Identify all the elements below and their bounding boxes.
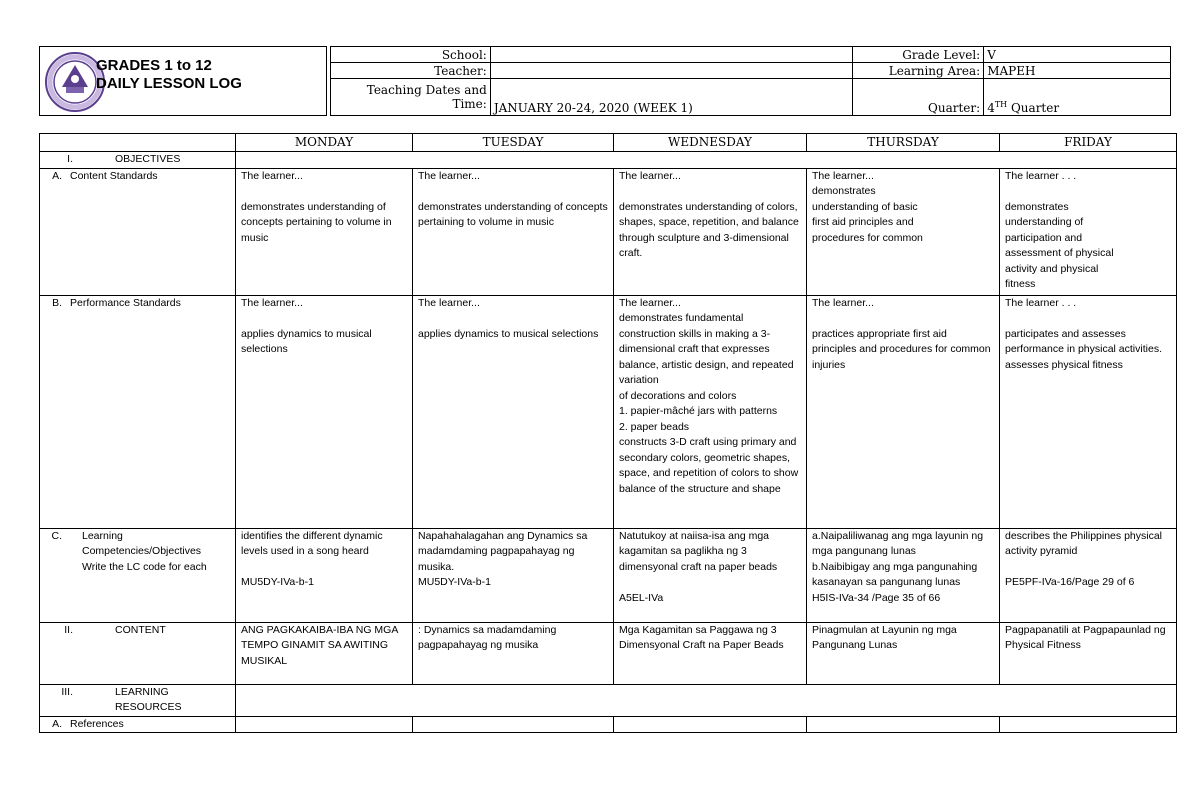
performance-standards-row [40,295,1177,528]
competencies-thursday[interactable]: a.Naipaliliwanag ang mga layunin ng mga pangunang lunas b.Naibibigay ang mga pangunahing kasanayan sa pangunang lunas H5IS-IVa-34 /Page 35 of 66 [807,528,1000,622]
school-label: School: [331,47,491,63]
day-header-row [40,134,1177,152]
learning-area-label: Learning Area: [853,63,984,79]
references-wednesday[interactable] [614,716,807,733]
learning-resources-label [40,684,236,716]
content-standards-tuesday[interactable]: The learner... demonstrates understanding of concepts pertaining to volume in music [413,168,614,295]
references-num: A. [52,717,62,730]
objectives-span-cell [236,152,1177,169]
content-standards-row [40,168,1177,295]
references-label [40,716,236,733]
performance-standards-tuesday[interactable]: The learner... applies dynamics to musical selections [413,295,614,528]
school-field[interactable] [490,47,853,63]
learning-resources-row [40,684,1177,716]
performance-standards-label [40,295,236,528]
content-standards-num: A. [52,169,62,182]
competencies-monday[interactable]: identifies the different dynamic levels used in a song heard MU5DY-IVa-b-1 [236,528,413,622]
quarter-number: 4 [987,101,995,115]
competencies-row [40,528,1177,622]
header-info-table [330,46,1171,116]
performance-standards-thursday[interactable]: The learner... practices appropriate first aid principles and procedures for common injuries [807,295,1000,528]
teaching-dates-label-line1: Teaching Dates and [366,83,487,97]
content-text: CONTENT [115,623,166,636]
objectives-row [40,152,1177,169]
competencies-wednesday[interactable]: Natutukoy at naiisa-isa ang mga kagamitan sa paglikha ng 3 dimensyonal craft na paper beads A5EL-IVa [614,528,807,622]
teacher-field[interactable] [490,63,853,79]
content-friday[interactable]: Pagpapanatili at Pagpapaunlad ng Physical Fitness [1000,622,1177,684]
title-box [39,46,327,116]
day-tuesday: TUESDAY [413,134,614,152]
grade-level-label: Grade Level: [853,47,984,63]
content-label [40,622,236,684]
performance-standards-text: Performance Standards [70,296,181,309]
form-title-line1: GRADES 1 to 12 [96,57,212,74]
content-standards-monday[interactable]: The learner... demonstrates understanding of concepts pertaining to volume in music [236,168,413,295]
references-text: References [70,717,124,730]
objectives-text: OBJECTIVES [115,153,181,165]
performance-standards-num: B. [52,296,62,309]
content-standards-text: Content Standards [70,169,158,182]
teaching-dates-label-line2: Time: [452,97,487,111]
content-standards-friday[interactable]: The learner . . . demonstrates understanding of participation and assessment of physical activity and physical fitness [1000,168,1177,295]
quarter-suffix: TH [994,100,1008,109]
performance-standards-friday[interactable]: The learner . . . participates and assesses performance in physical activities. assesses physical fitness [1000,295,1177,528]
references-thursday[interactable] [807,716,1000,733]
competencies-num: C. [51,529,62,542]
content-num: II. [64,623,73,636]
day-friday: FRIDAY [1000,134,1177,152]
objectives-label [40,152,236,169]
form-title-line2: DAILY LESSON LOG [96,75,242,92]
teacher-label: Teacher: [331,63,491,79]
content-monday[interactable]: ANG PAGKAKAIBA-IBA NG MGA TEMPO GINAMIT SA AWITING MUSIKAL [236,622,413,684]
day-wednesday: WEDNESDAY [614,134,807,152]
competencies-tuesday[interactable]: Napahahalagahan ang Dynamics sa madamdaming pagpapahayag ng musika. MU5DY-IVa-b-1 [413,528,614,622]
competencies-label [40,528,236,622]
objectives-num: I. [67,153,73,165]
lesson-log-table [39,133,1177,733]
quarter-text: Quarter [1007,101,1060,115]
day-thursday: THURSDAY [807,134,1000,152]
references-friday[interactable] [1000,716,1177,733]
teaching-dates-label [331,79,491,116]
performance-standards-monday[interactable]: The learner... applies dynamics to musical selections [236,295,413,528]
corner-cell [40,134,236,152]
content-standards-label [40,168,236,295]
day-monday: MONDAY [236,134,413,152]
learning-resources-span-cell [236,684,1177,716]
references-monday[interactable] [236,716,413,733]
content-standards-wednesday[interactable]: The learner... demonstrates understanding of colors, shapes, space, repetition, and balance through sculpture and 3-dimensional craft. [614,168,807,295]
content-row [40,622,1177,684]
performance-standards-wednesday[interactable]: The learner... demonstrates fundamental construction skills in making a 3-dimensional craft that expresses balance, artistic design, and repeated variation of decorations and colors 1. papier-mâché jars with patterns 2. paper beads constructs 3-D craft using primary and secondary colors, geometric shapes, space, and repetition of colors to show balance of the structure and shape [614,295,807,528]
content-tuesday[interactable]: : Dynamics sa madamdaming pagpapahayag ng musika [413,622,614,684]
references-row [40,716,1177,733]
content-standards-thursday[interactable]: The learner... demonstrates understanding of basic first aid principles and procedures for common [807,168,1000,295]
grade-level-field[interactable]: V [984,47,1171,63]
learning-resources-text: LEARNING RESOURCES [115,685,182,713]
competencies-text: Learning Competencies/Objectives Write the LC code for each [82,529,207,573]
competencies-friday[interactable]: describes the Philippines physical activity pyramid PE5PF-IVa-16/Page 29 of 6 [1000,528,1177,622]
content-wednesday[interactable]: Mga Kagamitan sa Paggawa ng 3 Dimensyonal Craft na Paper Beads [614,622,807,684]
learning-area-field[interactable]: MAPEH [984,63,1171,79]
references-tuesday[interactable] [413,716,614,733]
learning-resources-num: III. [61,685,73,698]
content-thursday[interactable]: Pinagmulan at Layunin ng mga Pangunang Lunas [807,622,1000,684]
teaching-dates-field[interactable]: JANUARY 20-24, 2020 (WEEK 1) [490,79,853,116]
quarter-field[interactable] [984,79,1171,116]
quarter-label: Quarter: [853,79,984,116]
